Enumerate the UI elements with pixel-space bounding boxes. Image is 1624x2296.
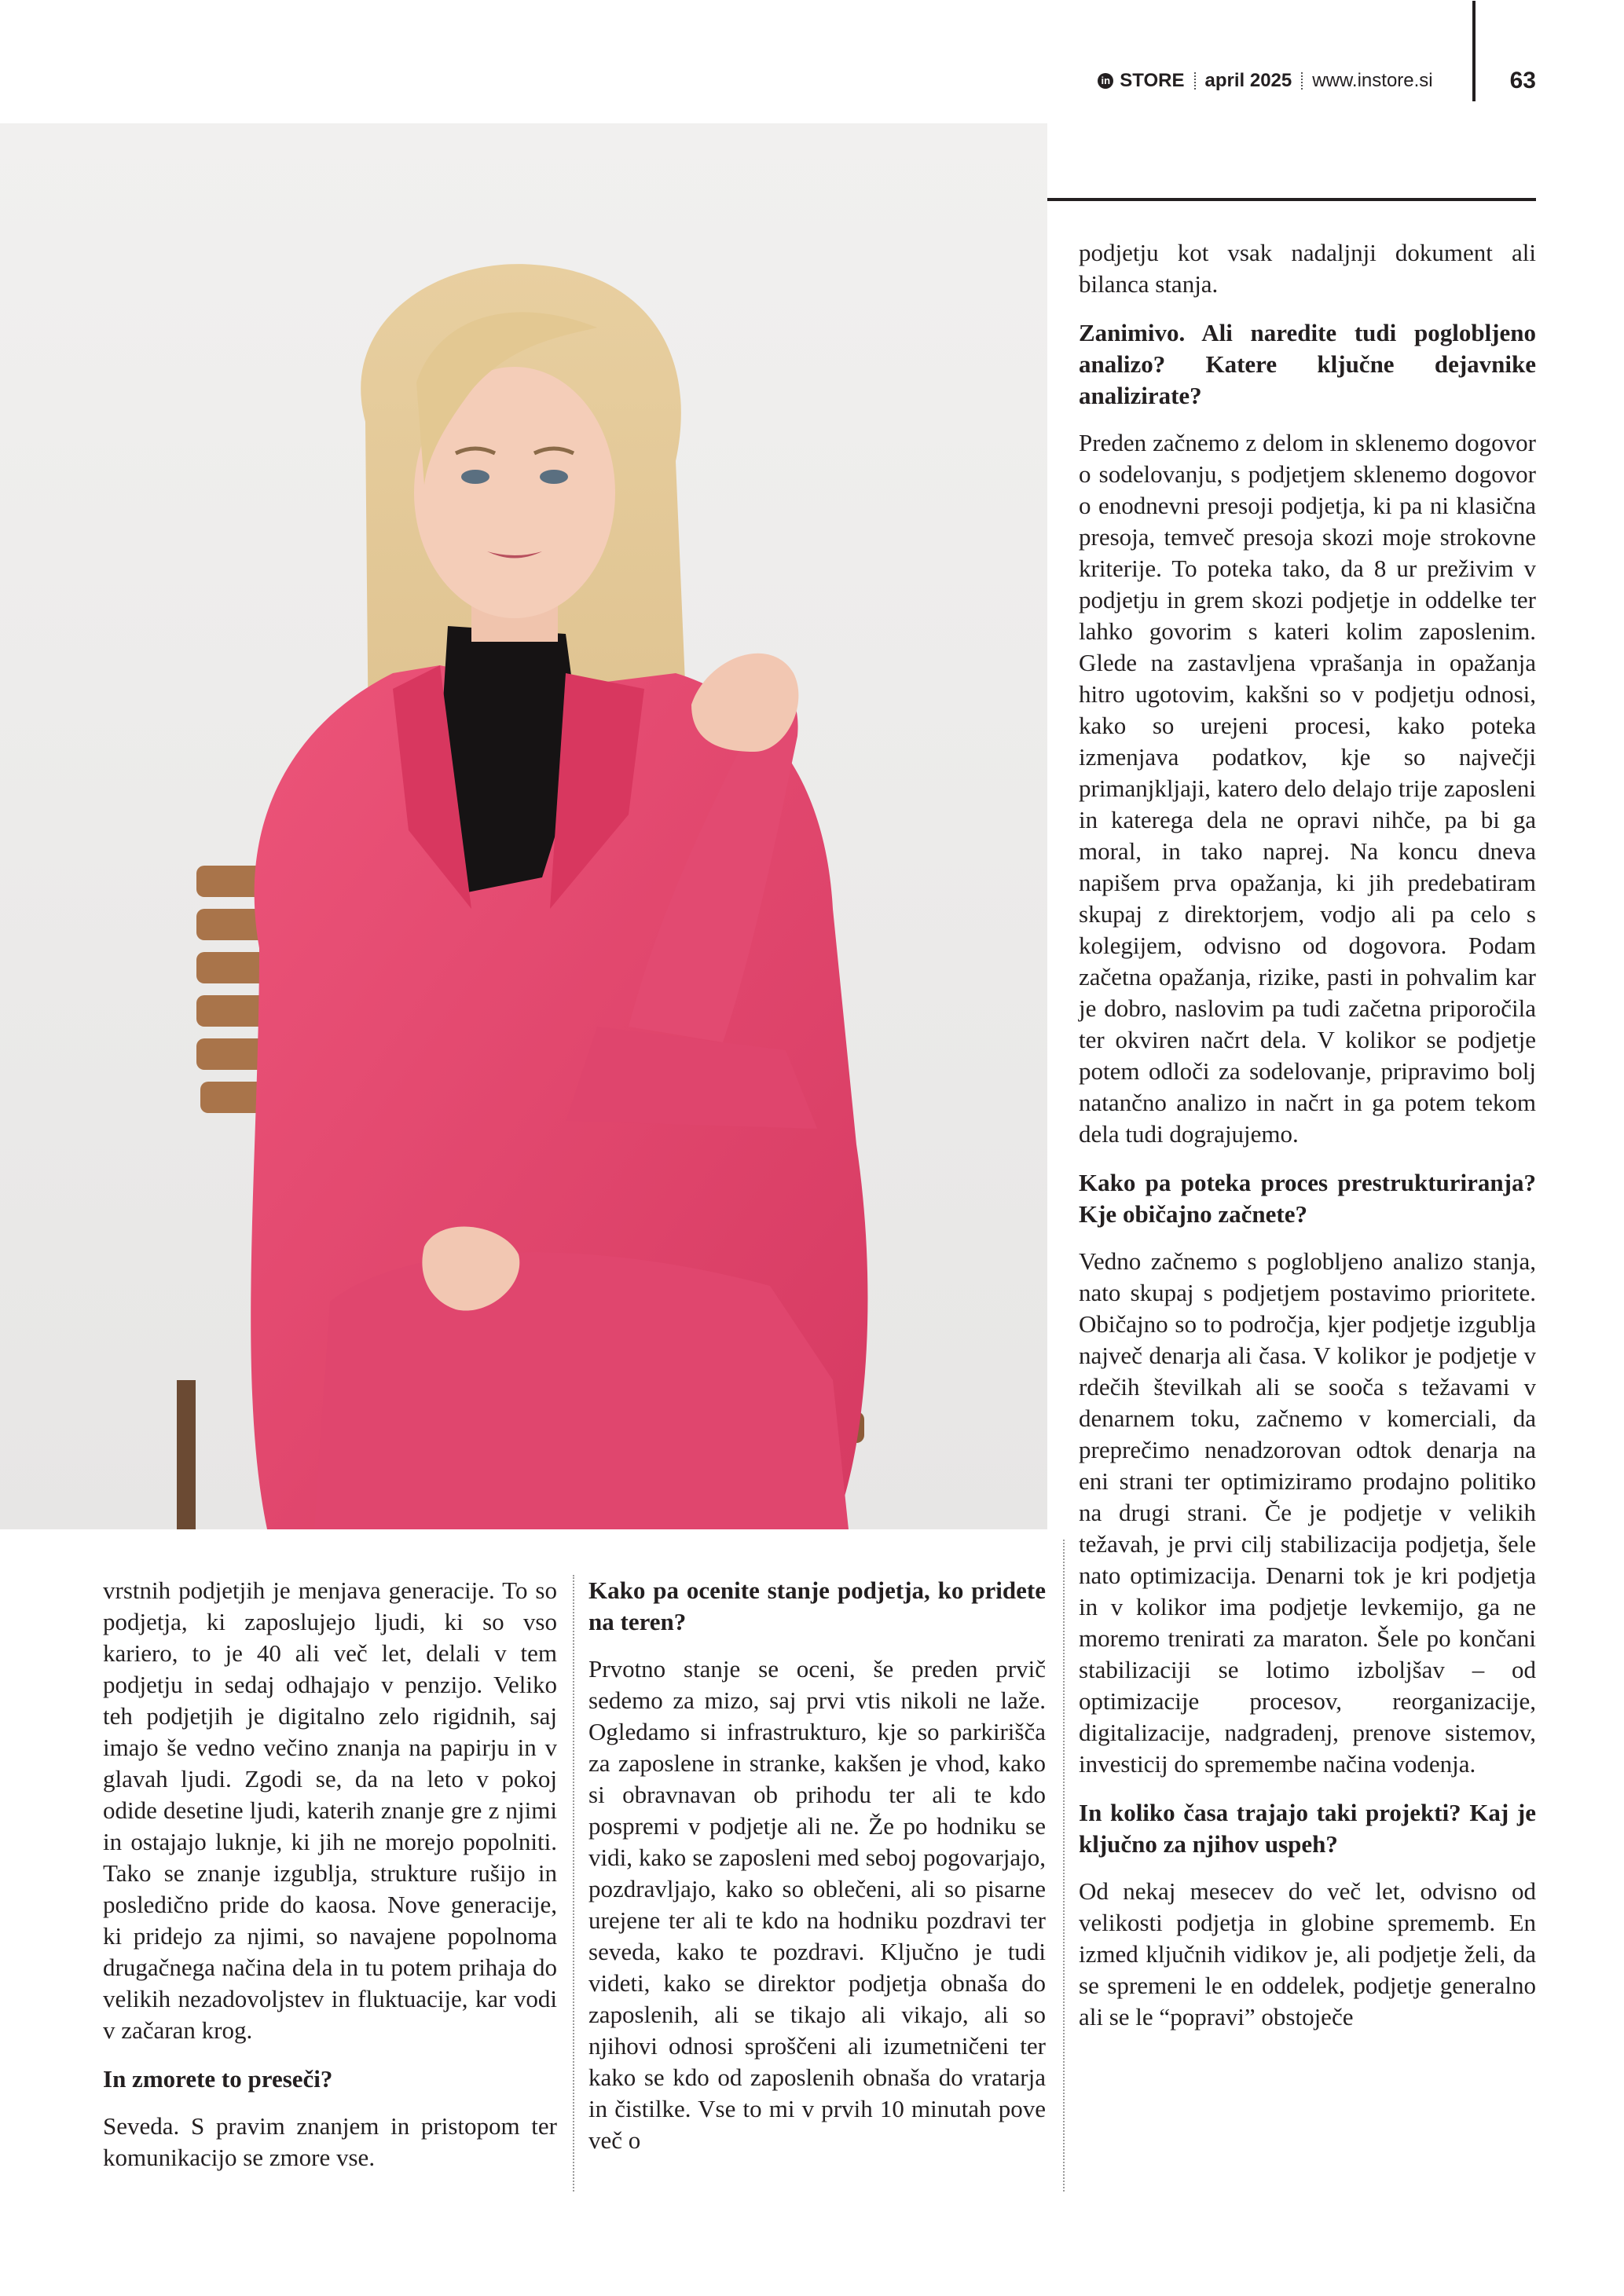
header-separator xyxy=(1194,72,1196,90)
article-column-right xyxy=(1079,237,1536,2050)
header-separator xyxy=(1301,72,1303,90)
answer-paragraph: vrstnih podjetjih je menjava generacije. To so podjetja, ki zaposlujejo ljudi, ki so vso kariero, to je 40 ali več let, delali v tem podjetju in sedaj odhajajo v penzijo. Veliko teh podjetjih je digitalno zelo rigidnih, saj imajo še vedno večino znanja na papirju in v glavah ljudi. Zgodi se, da na leto v pokoj odide desetine ljudi, katerih znanje gre z njimi in ostajajo luknje, ki jih ne morejo popolniti. Tako se znanje izgublja, strukture rušijo in posledično pride do kaosa. Nove generacije, ki pridejo za njimi, so navajene popolnoma drugačnega načina dela in tu potem prihaja do velikih nezadovoljstev in fluktuacije, kar vodi v začaran krog. xyxy=(103,1576,557,2044)
column-divider xyxy=(1063,1540,1065,2192)
in-store-logo-icon: in xyxy=(1098,73,1113,89)
issue-date: april 2025 xyxy=(1204,70,1292,91)
section-rule xyxy=(1047,198,1536,201)
column-divider xyxy=(573,1575,574,2192)
interview-question: Kako pa ocenite stanje podjetja, ko pridete na teren? xyxy=(588,1576,1046,1635)
answer-paragraph: Prvotno stanje se oceni, še preden prvič sedemo za mizo, saj prvi vtis nikoli ne laže. Ogledamo si infrastrukturo, kje so parkirišča za zaposlene in stranke, kakšen je vhod, kako si obravnavan ob prihodu ter ali te kdo pospremi v podjetje ali ne. Že po hodniku se vidi, kako se zaposleni med seboj pogovarjajo, pozdravljajo, kako so oblečeni, ali so pisarne urejene ter ali te kdo na hodniku pozdravi ter seveda, kako te pozdravi. Ključno je tudi videti, kako se direktor podjetja obnaša do zaposlenih, ali se tikajo ali vikajo, ali so njihovi odnosi sproščeni ali izumetničeni ter kako se kdo od zaposlenih obnaša do vratarja in čistilke. Vse to mi v prvih 10 minutah pove več o xyxy=(588,1655,1046,2154)
portrait-photo xyxy=(0,123,1047,1529)
page-number: 63 xyxy=(1509,68,1536,93)
article-column-middle xyxy=(588,1575,1046,2173)
magazine-brand: STORE xyxy=(1120,70,1185,91)
website-url[interactable]: www.instore.si xyxy=(1312,70,1433,91)
interview-question: Kako pa poteka proces prestrukturiranja? Kje običajno začnete? xyxy=(1079,1169,1536,1228)
interview-question: In koliko časa trajajo taki projekti? Kaj je ključno za njihov uspeh? xyxy=(1079,1799,1536,1858)
header-vertical-rule xyxy=(1472,1,1476,101)
interview-question: Zanimivo. Ali naredite tudi poglobljeno analizo? Katere ključne dejavnike analizirate? xyxy=(1079,319,1536,409)
portrait-illustration xyxy=(0,123,1047,1529)
page-header xyxy=(1098,61,1536,101)
answer-paragraph: Od nekaj mesecev do več let, odvisno od velikosti podjetja in globine sprememb. En izmed ključnih vidikov je, ali podjetje želi, da se spremeni le en oddelek, podjetje generalno ali se le “popravi” obstoječe xyxy=(1079,1877,1536,2031)
interview-question: In zmorete to preseči? xyxy=(103,2065,333,2093)
answer-paragraph: podjetju kot vsak nadaljnji dokument ali bilanca stanja. xyxy=(1079,239,1536,298)
answer-paragraph: Preden začnemo z delom in sklenemo dogovor o sodelovanju, s podjetjem sklenemo dogovor o enodnevni presoji podjetja, ki pa ni klasična presoja, temveč presoja skozi moje strokovne kriterije. To poteka tako, da 8 ur preživim v podjetju in grem skozi podjetje in oddelke ter lahko govorim s kateri kolim zaposlenim. Glede na zastavljena vprašanja in opažanja hitro ugotovim, kakšni so v podjetju odnosi, kako so urejeni procesi, kako poteka izmenjava podatkov, kje so največji primanjkljaji, katero delo delajo trije zaposleni in katerega dela ne opravi nihče, pa bi ga moral, in tako naprej. Na koncu dneva napišem prva opažanja, ki jih predebatiram skupaj z direktorjem, vodjo ali pa celo s kolegijem, odvisno od dogovora. Podam začetna opažanja, rizike, pasti in pohvalim kar je dobro, naslovim pa tudi začetna priporočila ter okviren načrt dela. V kolikor se podjetje potem odloči za sodelovanje, pripravimo bolj natančno analizo in načrt in ga potem tekom dela tudi dograjujemo. xyxy=(1079,429,1536,1148)
article-column-left xyxy=(103,1575,557,2191)
answer-paragraph: Vedno začnemo s poglobljeno analizo stanja, nato skupaj s podjetjem postavimo prioritete. Običajno so to področja, kjer podjetje izgublja največ denarja ali časa. V kolikor je podjetje v rdečih številkah ali se sooča s težavami v denarnem toku, začnemo v komerciali, da preprečimo nenadzorovan odtok denarja na eni strani ter optimiziramo prodajno politiko na drugi strani. Če je podjetje v velikih težavah, je prvi cilj stabilizacija podjetja, šele nato optimizacija. Denarni tok je kri podjetja in v kolikor ima podjetje levkemijo, ga ne moremo trenirati za maraton. Šele po končani stabilizaciji se lotimo izboljšav – od optimizacije procesov, reorganizacije, digitalizacije, nadgradenj, prenove sistemov, investicij do spremembe načina vodenja. xyxy=(1079,1247,1536,1778)
answer-paragraph: Seveda. S pravim znanjem in pristopom ter komunikacijo se zmore vse. xyxy=(103,2112,557,2171)
